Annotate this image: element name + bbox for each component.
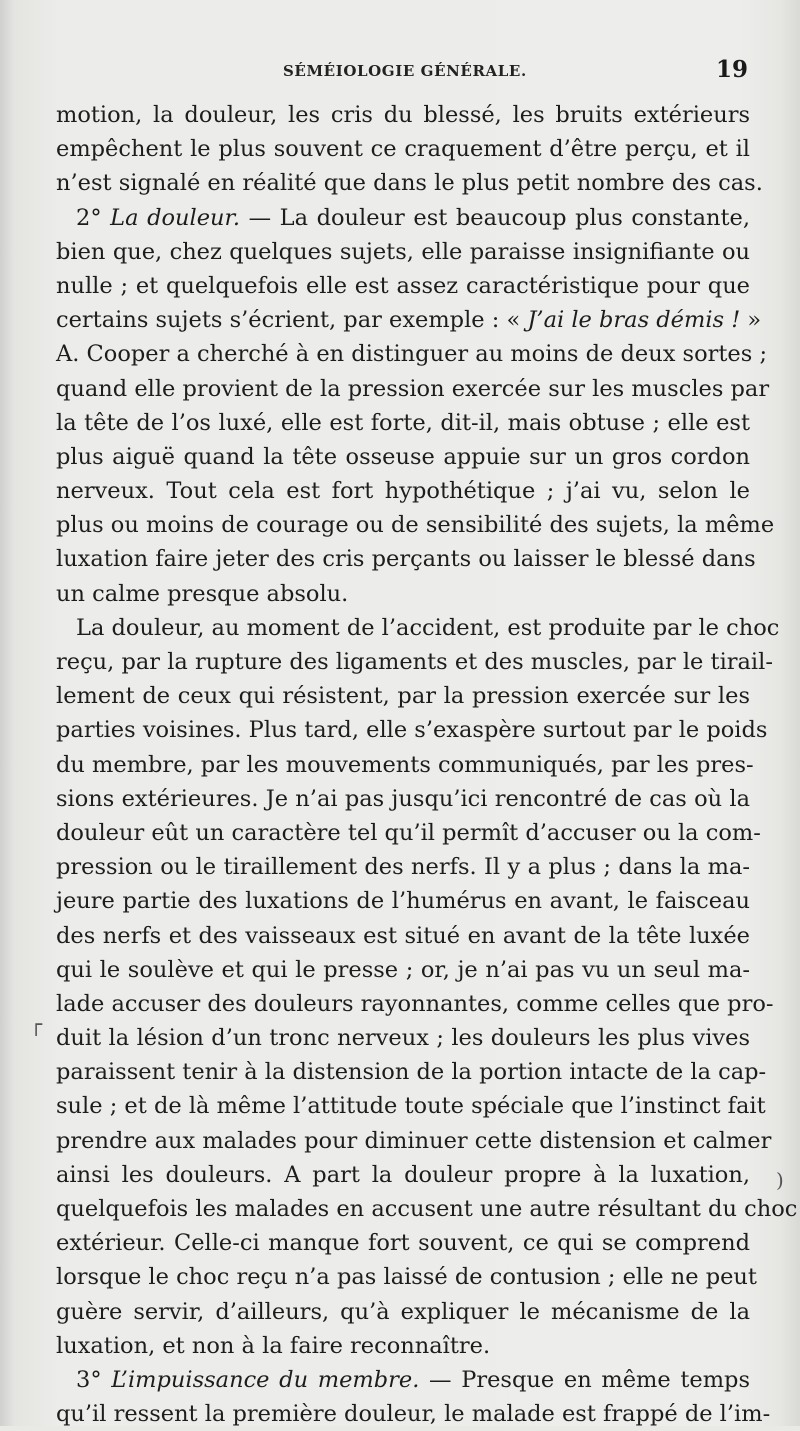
body-text — [56, 98, 798, 1431]
text-line: jeure partie des luxations de l’humérus en avant, le faisceau — [56, 888, 750, 915]
text-line: sule ; et de là même l’attitude toute spéciale que l’instinct fait — [56, 1093, 766, 1120]
page-header — [0, 58, 800, 88]
italic-heading: La douleur. — [110, 204, 240, 231]
text-line: paraissent tenir à la distension de la portion intacte de la cap- — [56, 1059, 767, 1086]
text-line: luxation, et non à la faire reconnaître. — [56, 1332, 491, 1359]
text-line: plus aiguë quand la tête osseuse appuie sur un gros cordon — [56, 443, 750, 470]
text-line: des nerfs et des vaisseaux est situé en avant de la tête luxée — [56, 922, 750, 949]
text-line: A. Cooper a cherché à en distinguer au moins de deux sortes ; — [56, 341, 768, 368]
text-line: reçu, par la rupture des ligaments et des muscles, par le tirail- — [56, 649, 773, 675]
text-line: La douleur, au moment de l’accident, est produite par le choc — [76, 614, 780, 641]
text-line: empêchent le plus souvent ce craquement d’être perçu, et il — [56, 136, 750, 163]
text-line: parties voisines. Plus tard, elle s’exaspère surtout par le poids — [56, 717, 768, 744]
text-line-quote: certains sujets s’écrient, par exemple : « J’ai le bras démis ! » — [56, 307, 762, 334]
text-line-section-heading: 2° La douleur. — La douleur est beaucoup plus constante, — [76, 204, 751, 231]
text-line: douleur eût un caractère tel qu’il permît d’accuser ou la com- — [56, 819, 761, 846]
text-line: du membre, par les mouvements communiqués, par les pres- — [56, 751, 754, 778]
text-line: un calme presque absolu. — [56, 580, 349, 607]
text-line: luxation faire jeter des cris perçants ou laisser le blessé dans — [56, 546, 756, 573]
text-line: nulle ; et quelquefois elle est assez caractéristique pour que — [56, 272, 750, 299]
text-line: guère servir, d’ailleurs, qu’à expliquer le mécanisme de la — [56, 1298, 750, 1325]
text-line: plus ou moins de courage ou de sensibilité des sujets, la même — [56, 512, 775, 539]
margin-pencil-mark: ) — [776, 1168, 784, 1192]
text-line: n’est signalé en réalité que dans le plus petit nombre des cas. — [56, 170, 763, 197]
text-line: qui le soulève et qui le presse ; or, je n’ai pas vu un seul ma- — [56, 956, 750, 983]
text-line: motion, la douleur, les cris du blessé, les bruits extérieurs — [56, 102, 750, 128]
text-line: extérieur. Celle-ci manque fort souvent, ce qui se comprend — [56, 1230, 750, 1257]
text-line: lorsque le choc reçu n’a pas laissé de contusion ; elle ne peut — [56, 1264, 757, 1291]
text-line: quelquefois les malades en accusent une autre résultant du choc — [56, 1196, 798, 1222]
running-title: SÉMÉIOLOGIE GÉNÉRALE. — [283, 62, 527, 80]
text-line: lement de ceux qui résistent, par la pression exercée sur les — [56, 683, 750, 710]
text-line: lade accuser des douleurs rayonnantes, comme celles que pro- — [56, 990, 774, 1017]
margin-pencil-mark: ┌ — [30, 1012, 43, 1036]
text-line: qu’il ressent la première douleur, le malade est frappé de l’im- — [56, 1401, 771, 1428]
text-line: prendre aux malades pour diminuer cette distension et calmer — [56, 1127, 772, 1154]
text-line: duit la lésion d’un tronc nerveux ; les douleurs les plus vives — [56, 1025, 750, 1052]
text-line: ainsi les douleurs. A part la douleur propre à la luxation, — [56, 1161, 750, 1188]
page-number: 19 — [716, 56, 749, 83]
text-line: pression ou le tiraillement des nerfs. Il y a plus ; dans la ma- — [56, 854, 750, 881]
text-line: bien que, chez quelques sujets, elle paraisse insignifiante ou — [56, 238, 750, 265]
italic-heading: L’impuissance du membre. — [111, 1366, 420, 1393]
text-line: nerveux. Tout cela est fort hypothétique ; j’ai vu, selon le — [56, 478, 750, 505]
text-line: quand elle provient de la pression exercée sur les muscles par — [56, 375, 770, 402]
italic-quote: J’ai le bras démis ! — [527, 307, 741, 334]
text-line: la tête de l’os luxé, elle est forte, dit-il, mais obtuse ; elle est — [56, 409, 750, 436]
text-line-section-heading: 3° L’impuissance du membre. — Presque en même temps — [76, 1366, 750, 1393]
text-line: sions extérieures. Je n’ai pas jusqu’ici rencontré de cas où la — [56, 785, 750, 812]
